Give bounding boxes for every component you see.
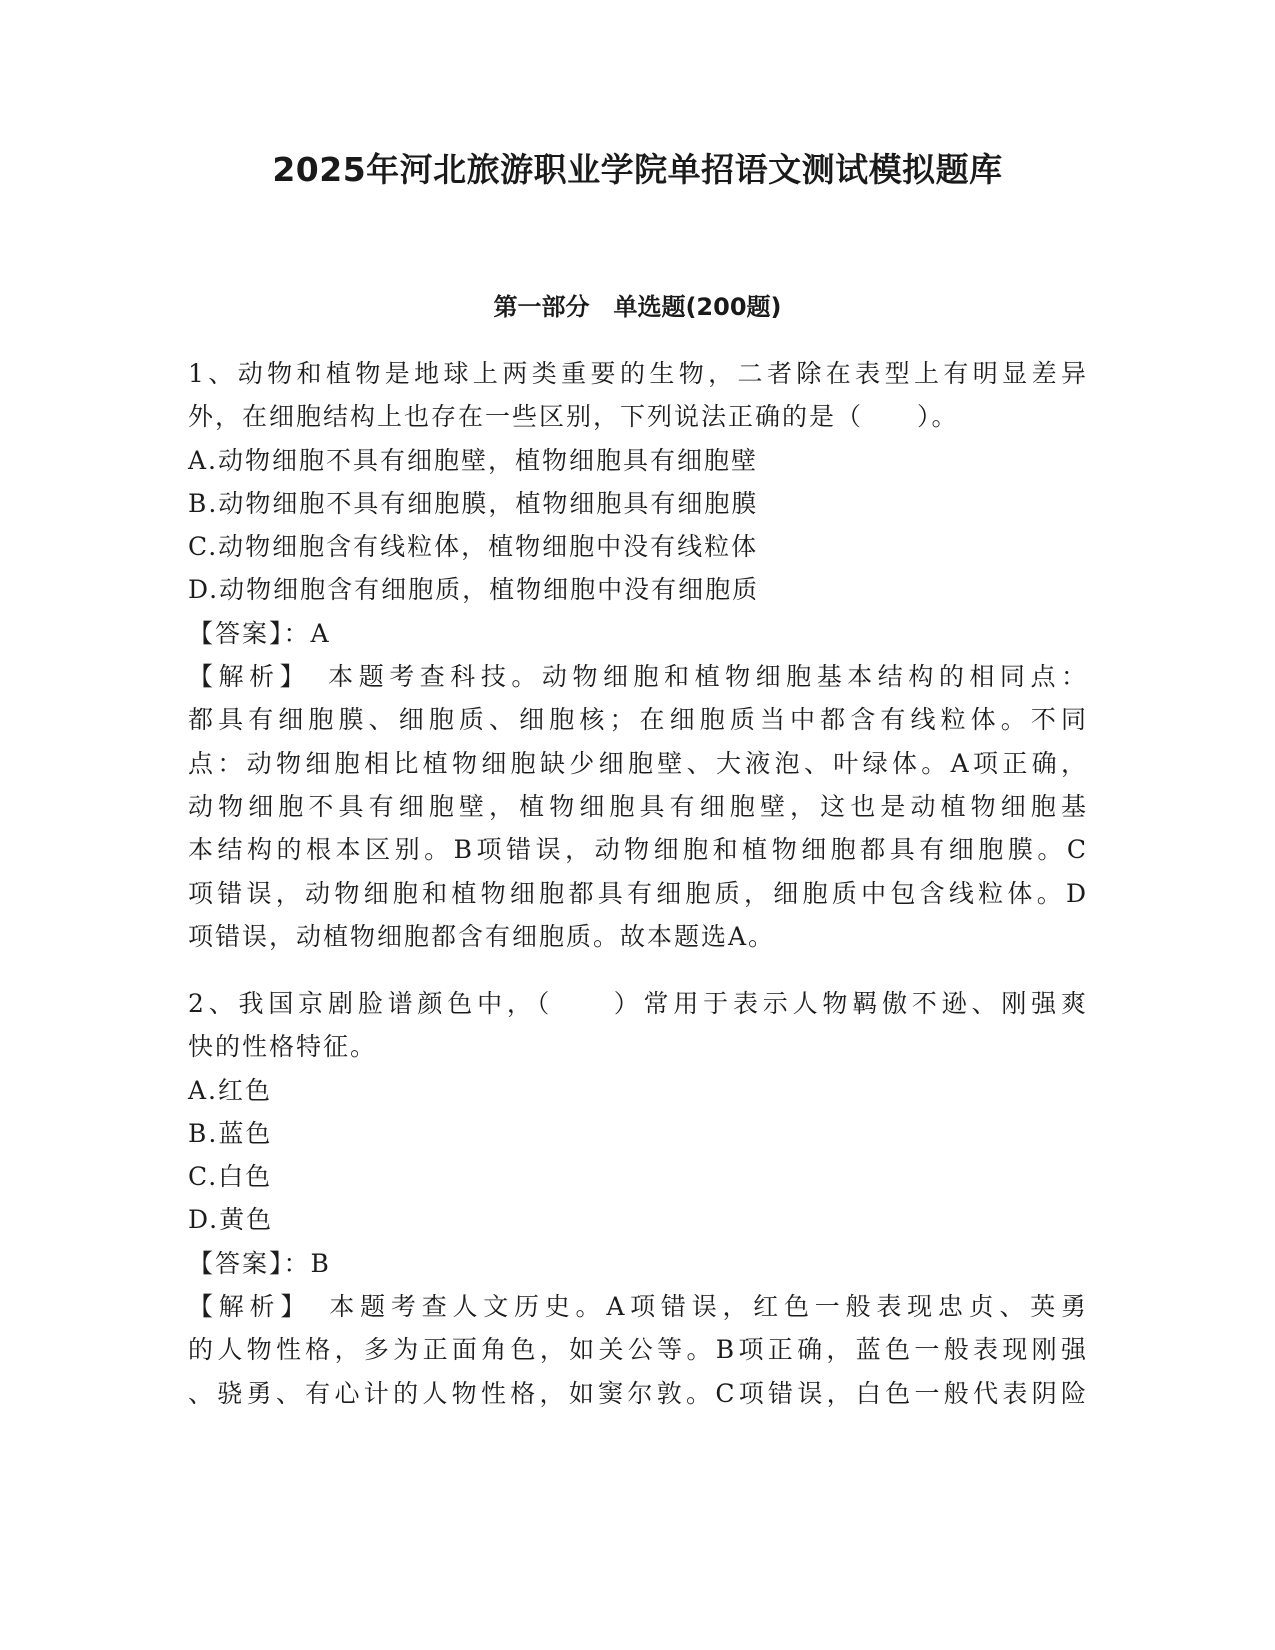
question-stem-line: 1、动物和植物是地球上两类重要的生物，二者除在表型上有明显差异 xyxy=(188,359,1088,388)
question-2 xyxy=(188,982,1088,1415)
analysis-line: 都具有细胞膜、细胞质、细胞核；在细胞质当中都含有线粒体。不同 xyxy=(188,705,1088,735)
question-stem-line: 快的性格特征。 xyxy=(188,1032,378,1062)
answer: 【答案】：B xyxy=(188,1248,331,1278)
analysis-line: 点：动物细胞相比植物细胞缺少细胞壁、大液泡、叶绿体。A项正确， xyxy=(188,748,1088,778)
option-a: A.红色 xyxy=(188,1075,273,1105)
analysis-line: 项错误，动植物细胞都含有细胞质。故本题选A。 xyxy=(188,921,776,951)
analysis-line: 、骁勇、有心计的人物性格，如窦尔敦。C项错误，白色一般代表阴险 xyxy=(188,1378,1088,1408)
analysis-line: 本结构的根本区别。B项错误，动物细胞和植物细胞都具有细胞膜。C xyxy=(188,835,1088,865)
analysis-line: 的人物性格，多为正面角色，如关公等。B项正确，蓝色一般表现刚强 xyxy=(188,1335,1088,1365)
option-c: C.白色 xyxy=(188,1162,273,1192)
option-d: D.黄色 xyxy=(188,1205,274,1235)
question-stem-line: 2、我国京剧脸谱颜色中，（ ）常用于表示人物羁傲不逊、刚强爽 xyxy=(188,989,1088,1018)
option-b: B.动物细胞不具有细胞膜，植物细胞具有细胞膜 xyxy=(188,488,759,518)
option-a: A.动物细胞不具有细胞壁，植物细胞具有细胞壁 xyxy=(188,445,759,475)
section-title: 第一部分 单选题(200题) xyxy=(493,293,782,321)
question-1 xyxy=(188,352,1088,958)
analysis-line: 【解析】 本题考查科技。动物细胞和植物细胞基本结构的相同点： xyxy=(188,662,1088,692)
document-title: 2025年河北旅游职业学院单招语文测试模拟题库 xyxy=(272,150,1003,189)
answer: 【答案】：A xyxy=(188,618,331,648)
analysis-line: 【解析】 本题考查人文历史。A项错误，红色一般表现忠贞、英勇 xyxy=(188,1292,1088,1322)
option-b: B.蓝色 xyxy=(188,1118,273,1148)
analysis-line: 项错误，动物细胞和植物细胞都具有细胞质，细胞质中包含线粒体。D xyxy=(188,878,1088,908)
analysis-line: 动物细胞不具有细胞壁，植物细胞具有细胞壁，这也是动植物细胞基 xyxy=(188,791,1088,821)
option-c: C.动物细胞含有线粒体，植物细胞中没有线粒体 xyxy=(188,532,759,562)
option-d: D.动物细胞含有细胞质，植物细胞中没有细胞质 xyxy=(188,575,760,605)
question-stem-line: 外，在细胞结构上也存在一些区别，下列说法正确的是（ ）。 xyxy=(188,402,959,432)
